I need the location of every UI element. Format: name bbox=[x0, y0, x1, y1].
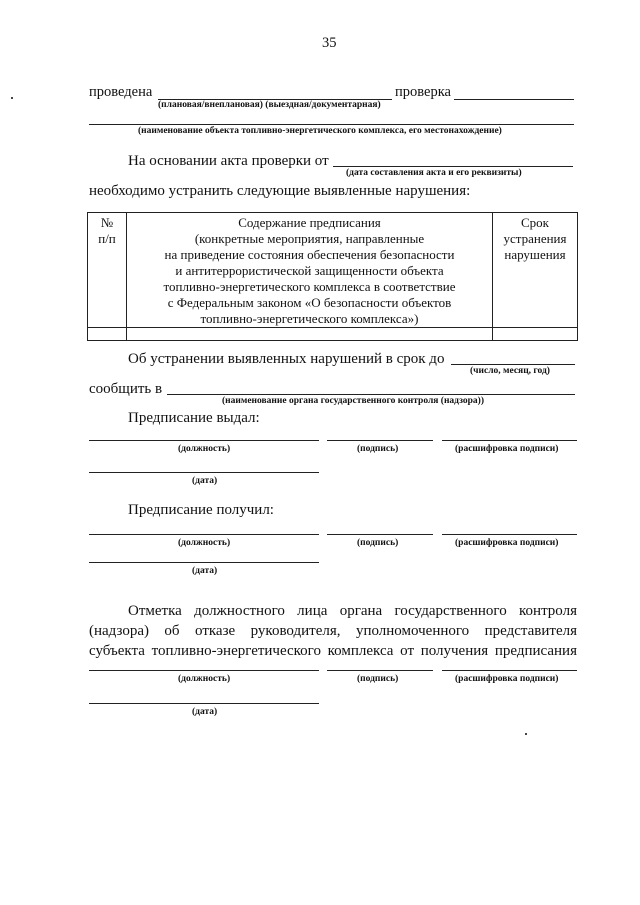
inspection-type-hint: (плановая/внеплановая) (выездная/документарная) bbox=[158, 100, 381, 110]
received-date-line bbox=[89, 562, 319, 563]
table-cell-deadline bbox=[493, 328, 578, 341]
issued-label: Предписание выдал: bbox=[128, 410, 260, 426]
received-label: Предписание получил: bbox=[128, 502, 274, 518]
refusal-date-hint: (дата) bbox=[192, 707, 218, 717]
issued-decode-hint: (расшифровка подписи) bbox=[455, 444, 559, 454]
issued-date-line bbox=[89, 472, 319, 473]
conducted-label: проведена bbox=[89, 84, 153, 100]
object-hint: (наименование объекта топливно-энергетического комплекса, его местонахождение) bbox=[138, 126, 502, 136]
received-date-hint: (дата) bbox=[192, 566, 218, 576]
authority-line bbox=[167, 394, 575, 395]
report-text: Об устранении выявленных нарушений в срок до bbox=[128, 351, 445, 367]
refusal-signature-line bbox=[327, 670, 433, 671]
col-number-header: № п/п bbox=[88, 213, 127, 328]
received-position-hint: (должность) bbox=[178, 538, 231, 548]
refusal-decode-line bbox=[442, 670, 577, 671]
refusal-line-2: (надзора) об отказе руководителя, уполномоченного представителя bbox=[89, 623, 577, 639]
refusal-date-line bbox=[89, 703, 319, 704]
table-cell-content bbox=[127, 328, 493, 341]
object-line bbox=[89, 124, 574, 125]
refusal-decode-hint: (расшифровка подписи) bbox=[455, 674, 559, 684]
page-number: 35 bbox=[322, 35, 337, 51]
issued-position-line bbox=[89, 440, 319, 441]
received-position-line bbox=[89, 534, 319, 535]
received-decode-hint: (расшифровка подписи) bbox=[455, 538, 559, 548]
table-row bbox=[88, 328, 578, 341]
report-to-label: сообщить в bbox=[89, 381, 163, 397]
inspection-form-line bbox=[454, 99, 574, 100]
col-content-header: Содержание предписания (конкретные мероприятия, направленные на приведение состояния обеспечения безопасности и антитеррористической защищенности объекта топливно-энергетического комплекса в соответствие с Федеральным законом «О безопасности объектов топливно-энергетического комплекса») bbox=[127, 213, 493, 328]
issued-signature-line bbox=[327, 440, 433, 441]
received-signature-hint: (подпись) bbox=[357, 538, 399, 548]
col-deadline-header: Срок устранения нарушения bbox=[493, 213, 578, 328]
refusal-line-1: Отметка должностного лица органа государственного контроля bbox=[128, 603, 577, 619]
issued-signature-hint: (подпись) bbox=[357, 444, 399, 454]
issued-decode-line bbox=[442, 440, 577, 441]
refusal-signature-hint: (подпись) bbox=[357, 674, 399, 684]
authority-hint: (наименование органа государственного контроля (надзора)) bbox=[222, 396, 484, 406]
act-date-line bbox=[333, 166, 573, 167]
report-date-hint: (число, месяц, год) bbox=[470, 366, 550, 376]
table-header-row bbox=[88, 213, 578, 328]
issued-date-hint: (дата) bbox=[192, 476, 218, 486]
basis-text: На основании акта проверки от bbox=[128, 153, 329, 169]
refusal-position-line bbox=[89, 670, 319, 671]
refusal-position-hint: (должность) bbox=[178, 674, 231, 684]
must-fix-text: необходимо устранить следующие выявленные нарушения: bbox=[89, 183, 471, 199]
act-date-hint: (дата составления акта и его реквизиты) bbox=[346, 168, 522, 178]
report-date-line bbox=[451, 364, 575, 365]
received-signature-line bbox=[327, 534, 433, 535]
scan-speck bbox=[11, 97, 13, 99]
table-cell-number bbox=[88, 328, 127, 341]
violations-table bbox=[87, 212, 578, 341]
received-decode-line bbox=[442, 534, 577, 535]
scan-speck bbox=[525, 733, 527, 735]
inspection-label: проверка bbox=[395, 84, 451, 100]
refusal-line-3: субъекта топливно-энергетического комплекса от получения предписания bbox=[89, 643, 577, 659]
issued-position-hint: (должность) bbox=[178, 444, 231, 454]
